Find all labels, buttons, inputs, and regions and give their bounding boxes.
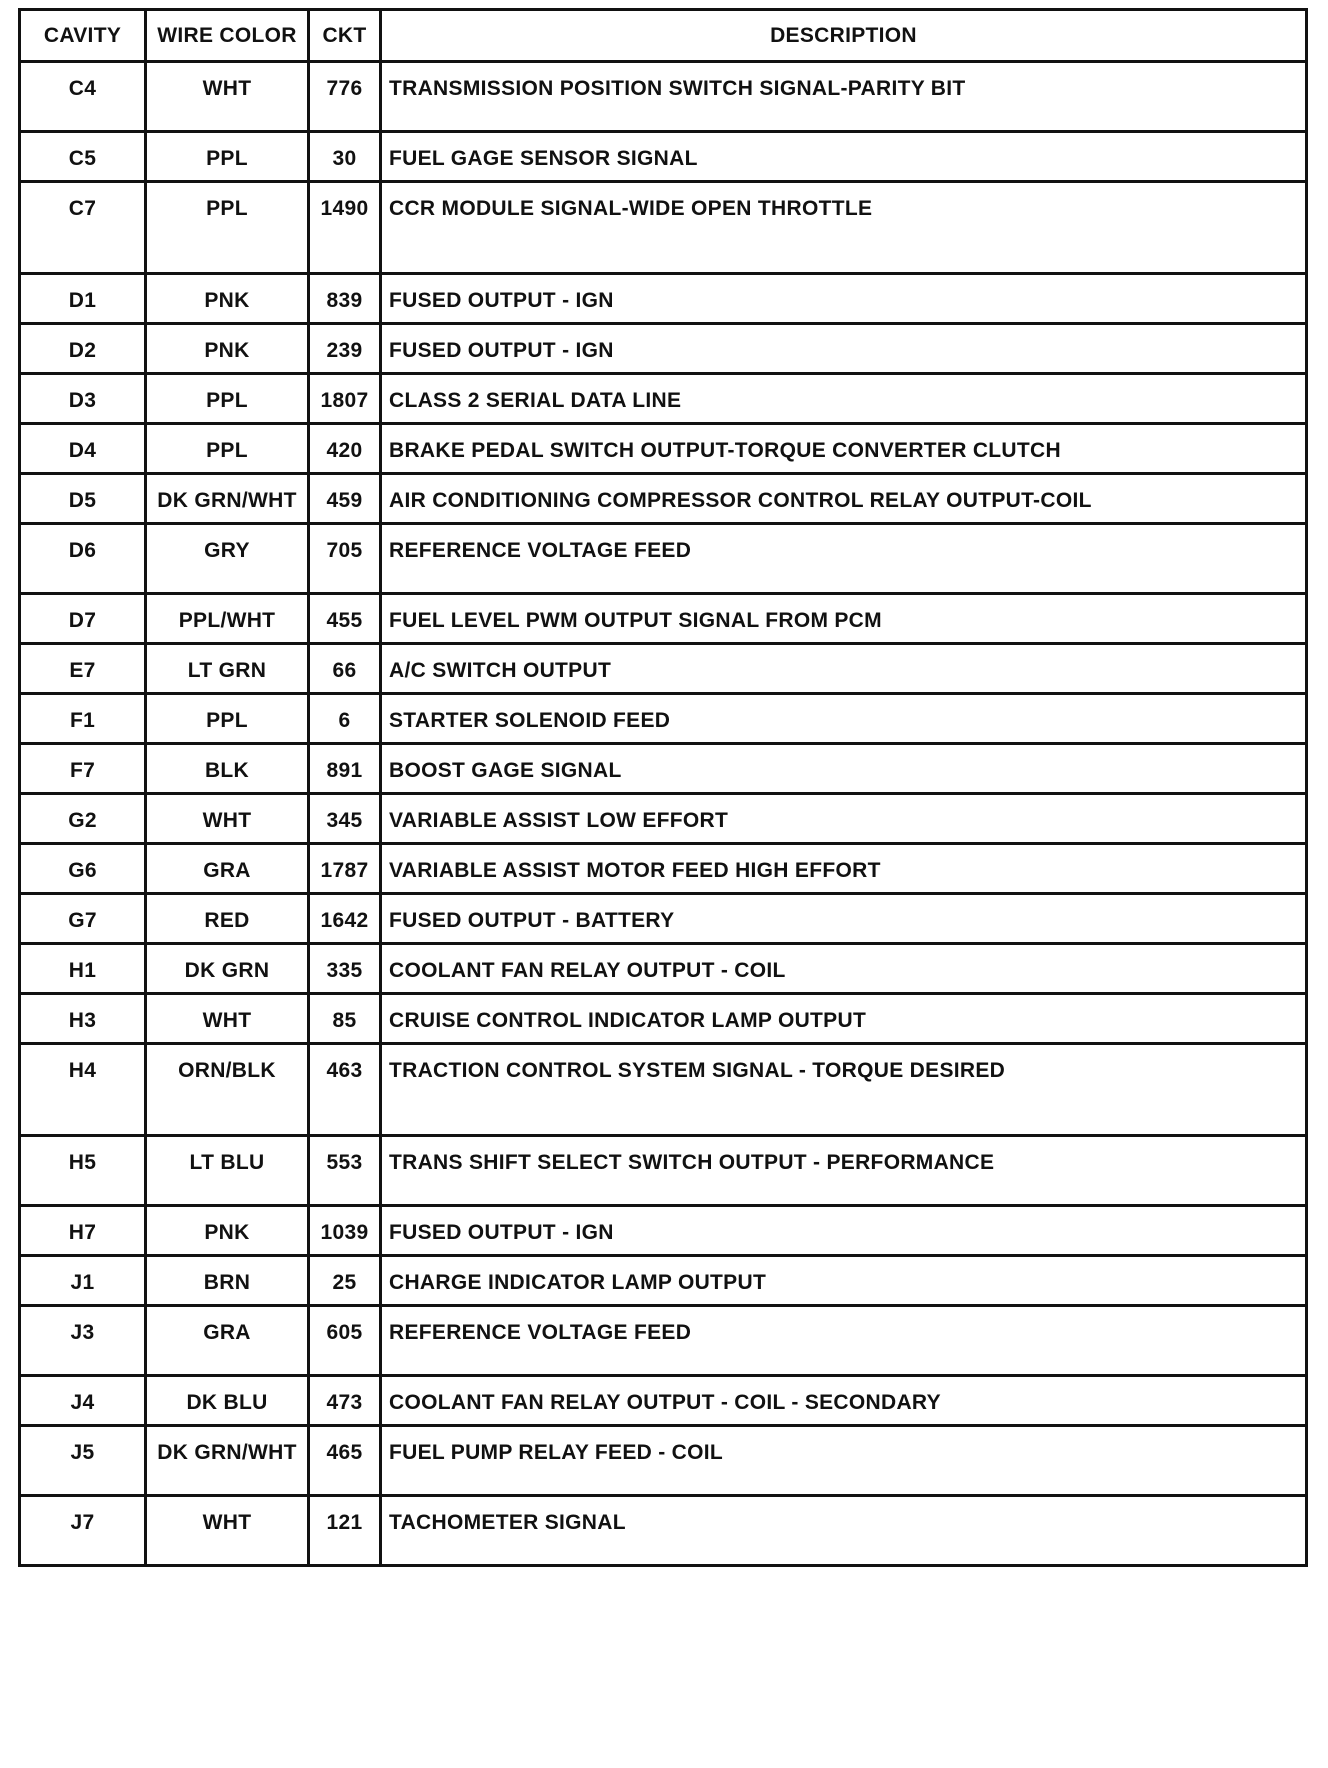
description-cell: VARIABLE ASSIST LOW EFFORT	[381, 794, 1307, 844]
cavity-cell: C4	[20, 62, 146, 132]
cavity-cell: J1	[20, 1256, 146, 1306]
ckt-cell: 455	[309, 594, 381, 644]
table-row	[20, 1306, 1307, 1376]
wire-color-cell: LT BLU	[146, 1136, 309, 1206]
table-row	[20, 374, 1307, 424]
table-row	[20, 324, 1307, 374]
description-cell: FUEL GAGE SENSOR SIGNAL	[381, 132, 1307, 182]
description-cell: COOLANT FAN RELAY OUTPUT - COIL - SECONDARY	[381, 1376, 1307, 1426]
description-cell: TRANSMISSION POSITION SWITCH SIGNAL-PARITY BIT	[381, 62, 1307, 132]
ckt-cell: 335	[309, 944, 381, 994]
description-cell: CRUISE CONTROL INDICATOR LAMP OUTPUT	[381, 994, 1307, 1044]
table-row	[20, 794, 1307, 844]
description-cell: TACHOMETER SIGNAL	[381, 1496, 1307, 1566]
table-row	[20, 274, 1307, 324]
cavity-cell: G7	[20, 894, 146, 944]
cavity-cell: C7	[20, 182, 146, 274]
wire-color-cell: PPL	[146, 694, 309, 744]
table-row	[20, 594, 1307, 644]
cavity-cell: C5	[20, 132, 146, 182]
connector-pinout-table	[18, 8, 1308, 1567]
description-cell: FUSED OUTPUT - IGN	[381, 1206, 1307, 1256]
table-row	[20, 132, 1307, 182]
cavity-cell: D2	[20, 324, 146, 374]
wire-color-cell: PPL	[146, 182, 309, 274]
cavity-cell: D1	[20, 274, 146, 324]
table-header-row	[20, 10, 1307, 62]
cavity-cell: G2	[20, 794, 146, 844]
cavity-cell: J3	[20, 1306, 146, 1376]
description-cell: VARIABLE ASSIST MOTOR FEED HIGH EFFORT	[381, 844, 1307, 894]
ckt-cell: 1490	[309, 182, 381, 274]
cavity-cell: E7	[20, 644, 146, 694]
cavity-cell: D4	[20, 424, 146, 474]
ckt-cell: 553	[309, 1136, 381, 1206]
wire-color-cell: PNK	[146, 274, 309, 324]
wire-color-cell: GRA	[146, 844, 309, 894]
wire-color-cell: PNK	[146, 324, 309, 374]
description-cell: CHARGE INDICATOR LAMP OUTPUT	[381, 1256, 1307, 1306]
table-row	[20, 894, 1307, 944]
ckt-cell: 605	[309, 1306, 381, 1376]
ckt-cell: 30	[309, 132, 381, 182]
description-cell: BOOST GAGE SIGNAL	[381, 744, 1307, 794]
wire-color-cell: GRA	[146, 1306, 309, 1376]
ckt-cell: 1807	[309, 374, 381, 424]
wire-color-cell: DK GRN	[146, 944, 309, 994]
description-cell: REFERENCE VOLTAGE FEED	[381, 1306, 1307, 1376]
description-cell: CLASS 2 SERIAL DATA LINE	[381, 374, 1307, 424]
ckt-cell: 345	[309, 794, 381, 844]
table-row	[20, 944, 1307, 994]
table-row	[20, 1376, 1307, 1426]
cavity-cell: H7	[20, 1206, 146, 1256]
description-cell: REFERENCE VOLTAGE FEED	[381, 524, 1307, 594]
wire-color-cell: PPL	[146, 132, 309, 182]
wire-color-cell: WHT	[146, 62, 309, 132]
wire-color-cell: BLK	[146, 744, 309, 794]
description-cell: FUSED OUTPUT - IGN	[381, 324, 1307, 374]
table-row	[20, 844, 1307, 894]
description-cell: FUEL LEVEL PWM OUTPUT SIGNAL FROM PCM	[381, 594, 1307, 644]
cavity-cell: G6	[20, 844, 146, 894]
wire-color-cell: DK GRN/WHT	[146, 1426, 309, 1496]
cavity-cell: H4	[20, 1044, 146, 1136]
description-column-header: DESCRIPTION	[381, 10, 1307, 62]
cavity-cell: J4	[20, 1376, 146, 1426]
table-row	[20, 1496, 1307, 1566]
ckt-cell: 1787	[309, 844, 381, 894]
description-cell: FUSED OUTPUT - BATTERY	[381, 894, 1307, 944]
table-row	[20, 994, 1307, 1044]
ckt-cell: 1642	[309, 894, 381, 944]
ckt-cell: 459	[309, 474, 381, 524]
ckt-cell: 891	[309, 744, 381, 794]
cavity-cell: D3	[20, 374, 146, 424]
table-row	[20, 62, 1307, 132]
ckt-cell: 465	[309, 1426, 381, 1496]
description-cell: TRANS SHIFT SELECT SWITCH OUTPUT - PERFORMANCE	[381, 1136, 1307, 1206]
table-row	[20, 524, 1307, 594]
ckt-cell: 6	[309, 694, 381, 744]
ckt-cell: 85	[309, 994, 381, 1044]
ckt-column-header: CKT	[309, 10, 381, 62]
cavity-cell: F7	[20, 744, 146, 794]
description-cell: CCR MODULE SIGNAL-WIDE OPEN THROTTLE	[381, 182, 1307, 274]
description-cell: AIR CONDITIONING COMPRESSOR CONTROL RELAY OUTPUT-COIL	[381, 474, 1307, 524]
table-row	[20, 474, 1307, 524]
description-cell: COOLANT FAN RELAY OUTPUT - COIL	[381, 944, 1307, 994]
ckt-cell: 473	[309, 1376, 381, 1426]
wire-color-cell: BRN	[146, 1256, 309, 1306]
wire-color-cell: WHT	[146, 1496, 309, 1566]
description-cell: BRAKE PEDAL SWITCH OUTPUT-TORQUE CONVERTER CLUTCH	[381, 424, 1307, 474]
description-cell: A/C SWITCH OUTPUT	[381, 644, 1307, 694]
cavity-cell: J5	[20, 1426, 146, 1496]
ckt-cell: 463	[309, 1044, 381, 1136]
ckt-cell: 66	[309, 644, 381, 694]
ckt-cell: 25	[309, 1256, 381, 1306]
description-cell: TRACTION CONTROL SYSTEM SIGNAL - TORQUE DESIRED	[381, 1044, 1307, 1136]
description-cell: STARTER SOLENOID FEED	[381, 694, 1307, 744]
cavity-cell: D6	[20, 524, 146, 594]
cavity-cell: H3	[20, 994, 146, 1044]
cavity-cell: F1	[20, 694, 146, 744]
description-cell: FUSED OUTPUT - IGN	[381, 274, 1307, 324]
cavity-cell: H1	[20, 944, 146, 994]
ckt-cell: 776	[309, 62, 381, 132]
ckt-cell: 420	[309, 424, 381, 474]
cavity-cell: J7	[20, 1496, 146, 1566]
ckt-cell: 705	[309, 524, 381, 594]
ckt-cell: 239	[309, 324, 381, 374]
table-row	[20, 644, 1307, 694]
connector-table-sheet	[18, 8, 1305, 1567]
wire-color-cell: PPL/WHT	[146, 594, 309, 644]
ckt-cell: 121	[309, 1496, 381, 1566]
cavity-column-header: CAVITY	[20, 10, 146, 62]
table-row	[20, 1206, 1307, 1256]
table-row	[20, 744, 1307, 794]
wire-color-cell: PPL	[146, 424, 309, 474]
wire-color-cell: PNK	[146, 1206, 309, 1256]
wire-color-cell: DK BLU	[146, 1376, 309, 1426]
cavity-cell: D5	[20, 474, 146, 524]
wire-color-cell: GRY	[146, 524, 309, 594]
cavity-cell: H5	[20, 1136, 146, 1206]
wire-color-cell: ORN/BLK	[146, 1044, 309, 1136]
wire-color-cell: LT GRN	[146, 644, 309, 694]
description-cell: FUEL PUMP RELAY FEED - COIL	[381, 1426, 1307, 1496]
table-row	[20, 1256, 1307, 1306]
table-row	[20, 1136, 1307, 1206]
wire-color-cell: RED	[146, 894, 309, 944]
wire-color-column-header: WIRE COLOR	[146, 10, 309, 62]
table-row	[20, 1044, 1307, 1136]
wire-color-cell: WHT	[146, 794, 309, 844]
table-row	[20, 1426, 1307, 1496]
wire-color-cell: DK GRN/WHT	[146, 474, 309, 524]
wire-color-cell: PPL	[146, 374, 309, 424]
table-row	[20, 694, 1307, 744]
table-row	[20, 182, 1307, 274]
table-row	[20, 424, 1307, 474]
wire-color-cell: WHT	[146, 994, 309, 1044]
cavity-cell: D7	[20, 594, 146, 644]
ckt-cell: 1039	[309, 1206, 381, 1256]
ckt-cell: 839	[309, 274, 381, 324]
